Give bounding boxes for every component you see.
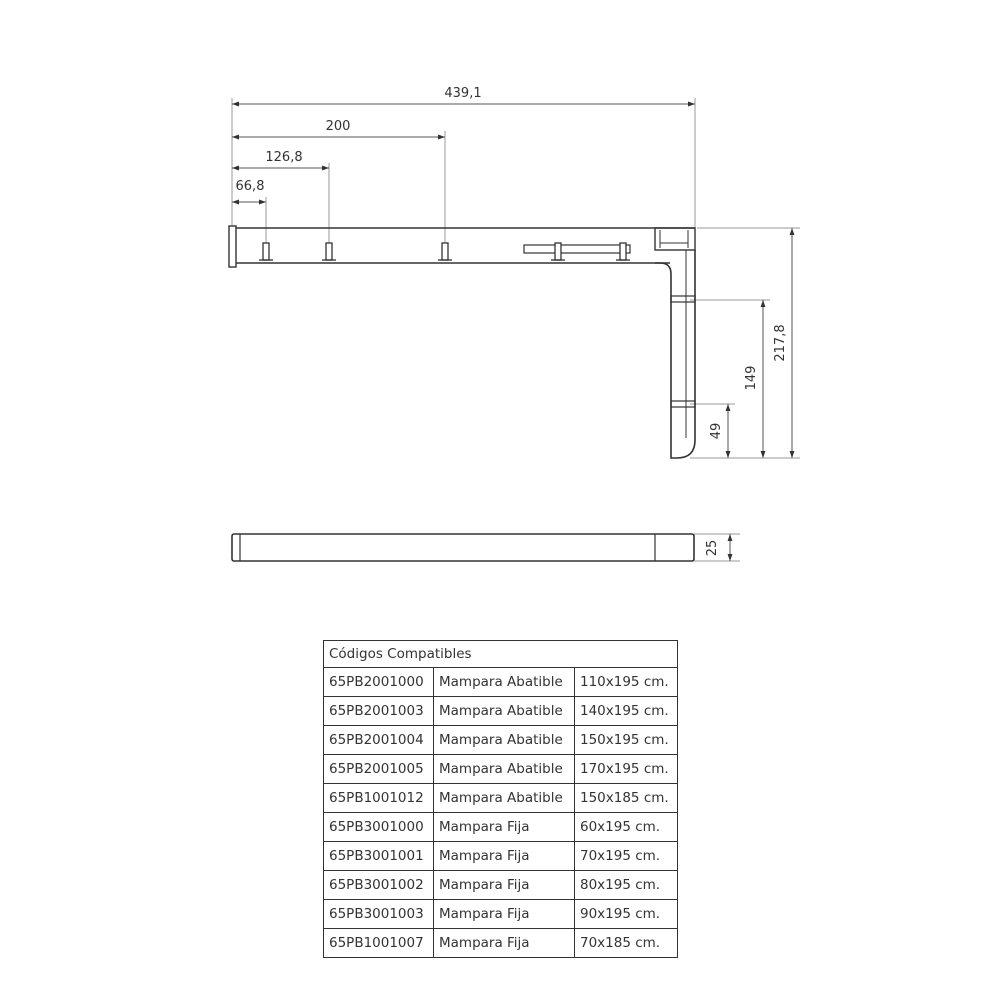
type-cell: Mampara Fija — [434, 900, 575, 929]
type-cell: Mampara Fija — [434, 929, 575, 958]
dim-leg-height: 217,8 — [773, 324, 788, 362]
compatible-codes-table — [323, 640, 678, 958]
bracket-side-view — [232, 534, 694, 561]
type-cell: Mampara Fija — [434, 813, 575, 842]
table-title: Códigos Compatibles — [324, 641, 678, 668]
code-cell: 65PB2001004 — [324, 726, 434, 755]
table-row — [324, 697, 678, 726]
code-cell: 65PB2001005 — [324, 755, 434, 784]
size-cell: 80x195 cm. — [575, 871, 678, 900]
type-cell: Mampara Fija — [434, 871, 575, 900]
size-cell: 140x195 cm. — [575, 697, 678, 726]
code-cell: 65PB3001000 — [324, 813, 434, 842]
dim-hole-1: 66,8 — [235, 179, 265, 194]
type-cell: Mampara Abatible — [434, 726, 575, 755]
table-row — [324, 784, 678, 813]
code-cell: 65PB2001003 — [324, 697, 434, 726]
dim-thickness: 25 — [705, 539, 720, 557]
dim-total-length: 439,1 — [444, 86, 482, 101]
code-cell: 65PB3001003 — [324, 900, 434, 929]
bracket-front-view — [229, 226, 695, 458]
type-cell: Mampara Abatible — [434, 784, 575, 813]
table-row — [324, 755, 678, 784]
size-cell: 150x195 cm. — [575, 726, 678, 755]
table-row — [324, 900, 678, 929]
size-cell: 60x195 cm. — [575, 813, 678, 842]
size-cell: 150x185 cm. — [575, 784, 678, 813]
table-row — [324, 929, 678, 958]
type-cell: Mampara Fija — [434, 842, 575, 871]
table-body — [324, 668, 678, 958]
code-cell: 65PB3001002 — [324, 871, 434, 900]
size-cell: 70x185 cm. — [575, 929, 678, 958]
dim-hole-3: 200 — [325, 119, 351, 134]
size-cell: 70x195 cm. — [575, 842, 678, 871]
table-row — [324, 842, 678, 871]
code-cell: 65PB2001000 — [324, 668, 434, 697]
dim-leg-lower: 49 — [709, 422, 724, 440]
size-cell: 110x195 cm. — [575, 668, 678, 697]
extension-lines — [232, 98, 800, 561]
size-cell: 170x195 cm. — [575, 755, 678, 784]
table-header-row — [324, 641, 678, 668]
table-row — [324, 871, 678, 900]
table-row — [324, 668, 678, 697]
dim-hole-2: 126,8 — [265, 150, 303, 165]
code-cell: 65PB1001007 — [324, 929, 434, 958]
type-cell: Mampara Abatible — [434, 697, 575, 726]
table-row — [324, 726, 678, 755]
dim-leg-upper: 149 — [744, 365, 759, 391]
dimension-lines — [232, 104, 792, 561]
type-cell: Mampara Abatible — [434, 755, 575, 784]
code-cell: 65PB3001001 — [324, 842, 434, 871]
type-cell: Mampara Abatible — [434, 668, 575, 697]
table-row — [324, 813, 678, 842]
size-cell: 90x195 cm. — [575, 900, 678, 929]
code-cell: 65PB1001012 — [324, 784, 434, 813]
